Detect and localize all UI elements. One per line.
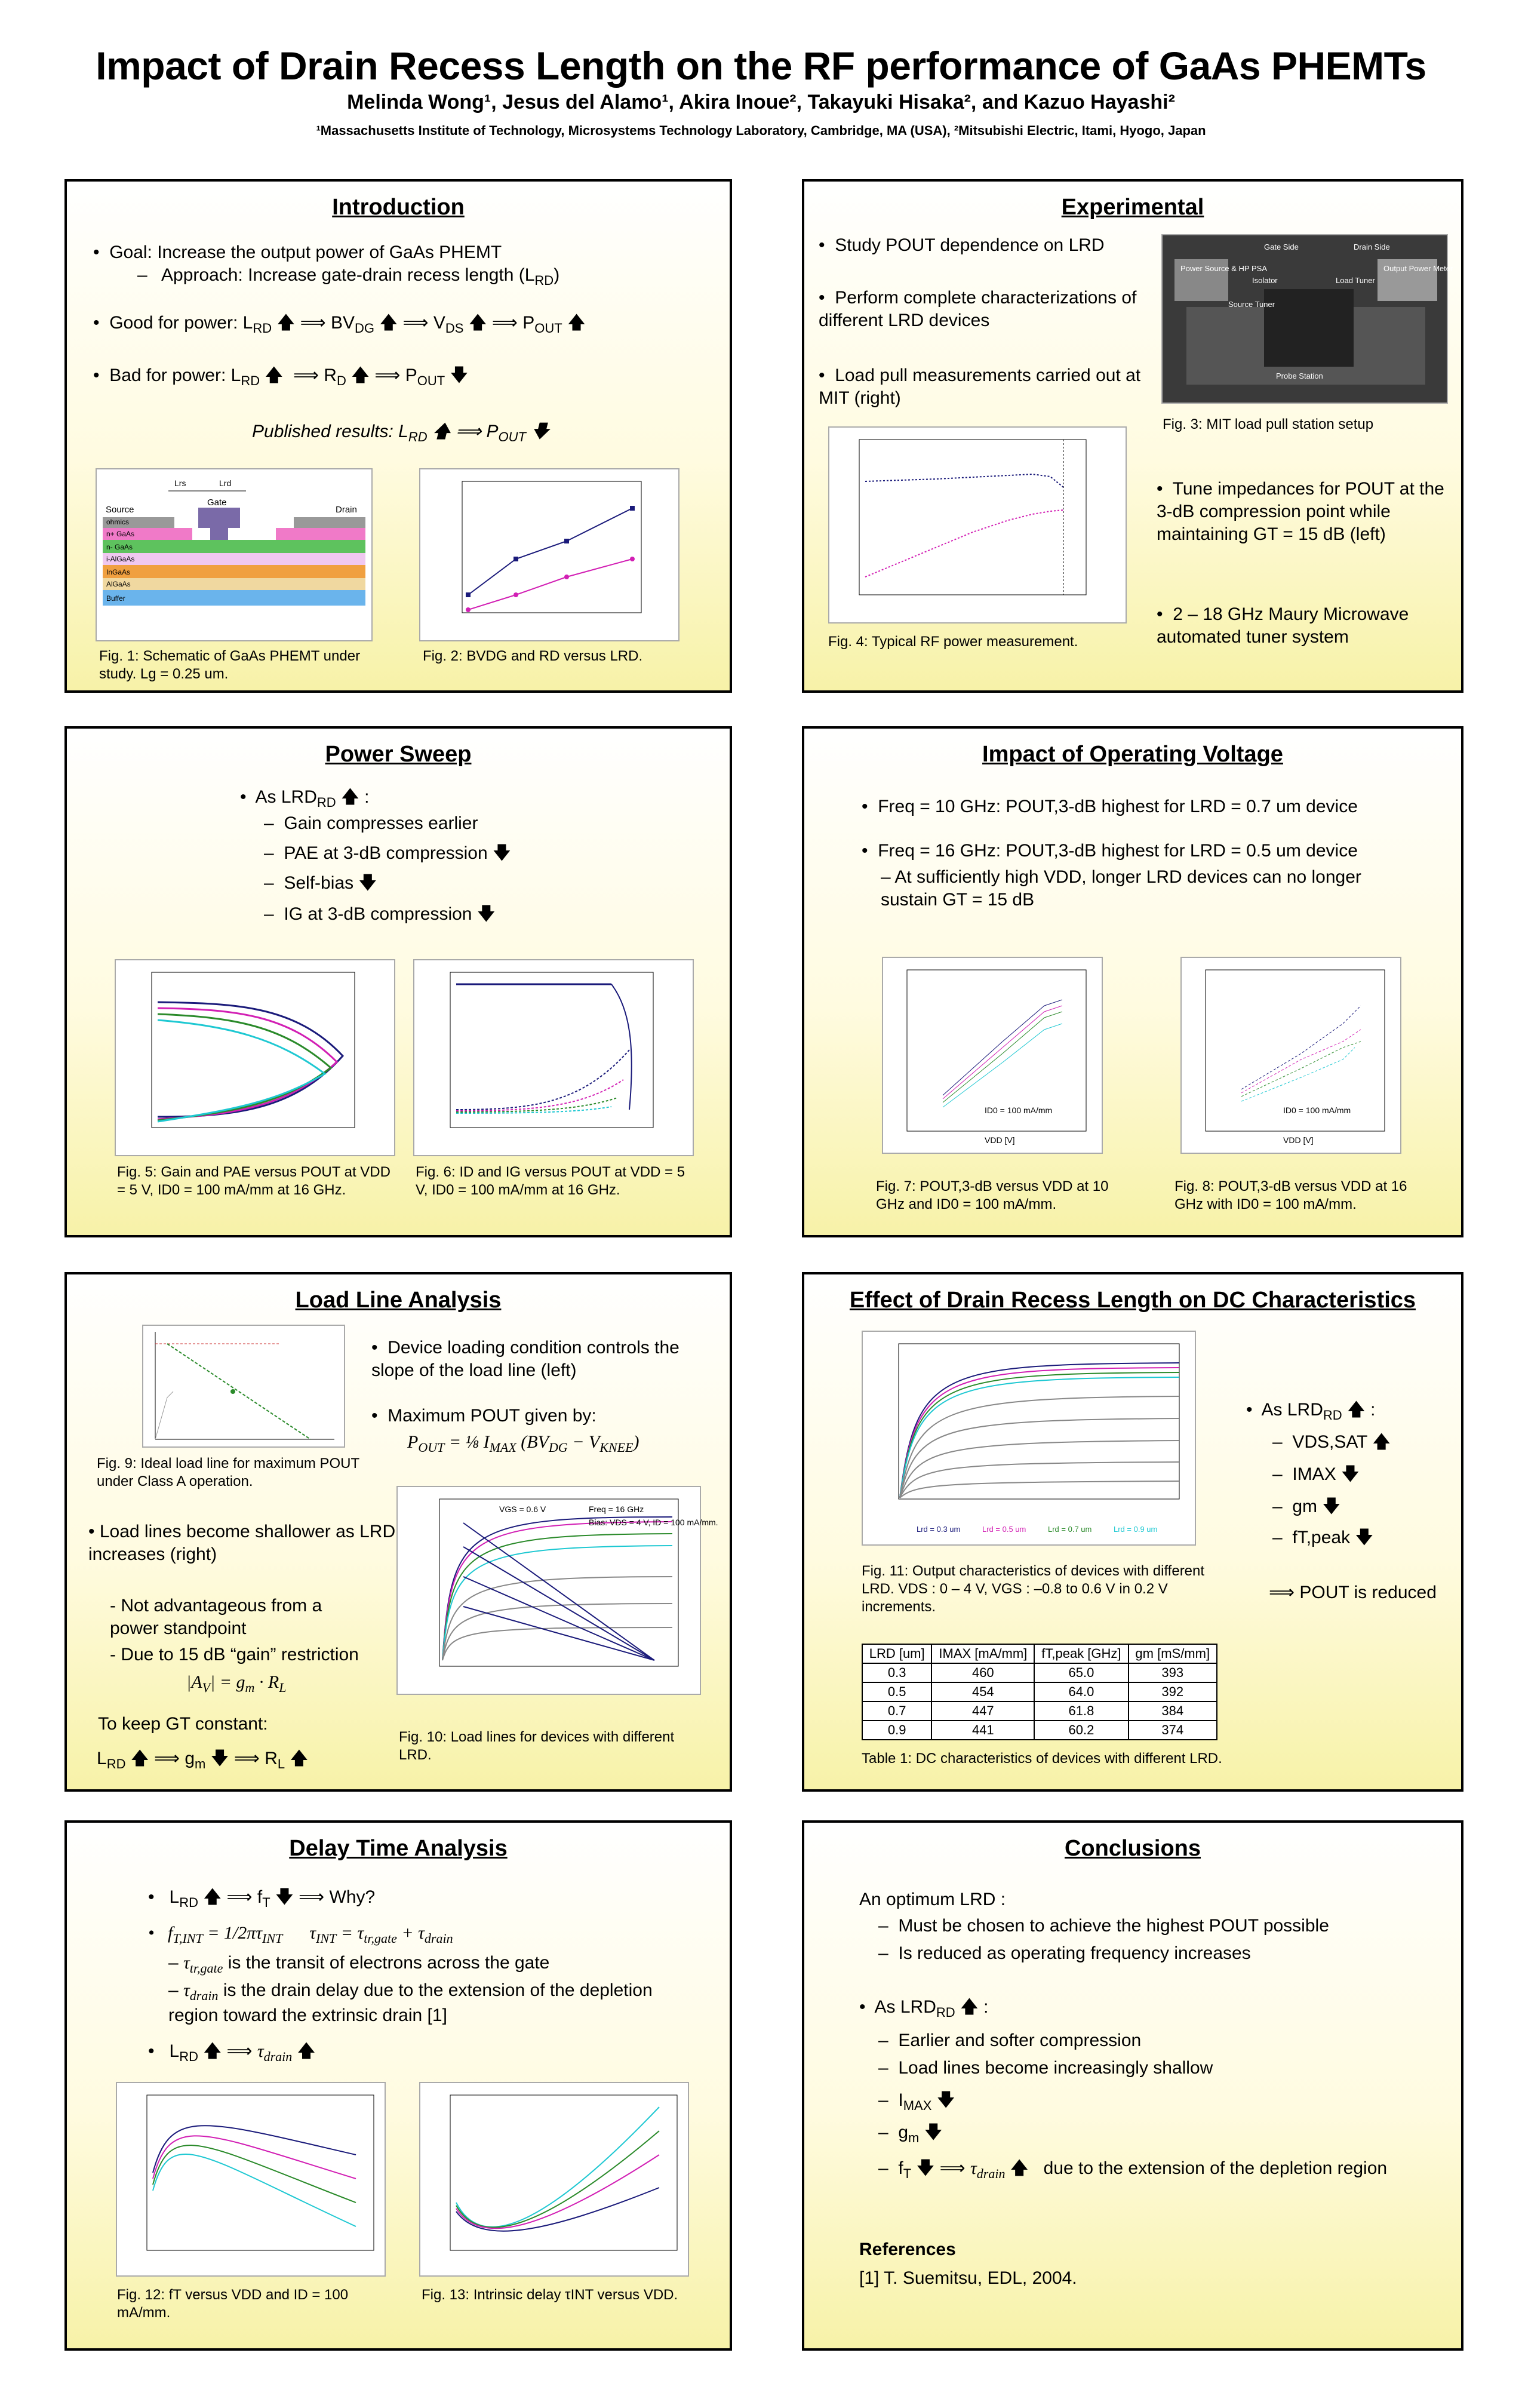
bullet: • Tune impedances for POUT at the 3-dB compression point while maintaining GT = 15 dB (left) (1157, 479, 1444, 544)
operating-voltage-panel (802, 726, 1463, 1237)
dc-characteristics-panel (802, 1272, 1463, 1792)
layer-label: AlGaAs (106, 580, 131, 588)
table-header: fT,peak [GHz] (1034, 1644, 1128, 1663)
fig10-vgs: VGS = 0.6 V (499, 1504, 546, 1514)
table-cell: 0.9 (862, 1721, 931, 1740)
table-cell: 441 (931, 1721, 1034, 1740)
gain-equation: $|A_V| = g_m \cdot R_L$ (186, 1672, 287, 1695)
table-row (862, 1701, 1217, 1721)
panel-title: Power Sweep (325, 742, 472, 767)
layer-label: InGaAs (106, 568, 131, 576)
fig10-freq: Freq = 16 GHz (589, 1504, 644, 1514)
sub-item: – $f_T$ 🡇 ⟹ $\tau_{drain}$ 🡅 due to the extension of the depletion region (878, 2158, 1388, 2181)
fig1-drain: Drain (336, 505, 357, 515)
sub-bullet: – Approach: Increase gate-drain recess length $(L_{RD})$ (137, 265, 560, 288)
pout-equation: $P_{OUT}$ = ⅛ $I_{MAX}$ $(BV_{DG} - V_{KNEE})$ (407, 1432, 639, 1455)
sub-item: – Load lines become increasingly shallow (878, 2058, 1213, 2078)
photo-label: Load Tuner (1336, 276, 1375, 285)
panel-title: Load Line Analysis (295, 1288, 502, 1313)
sub-item: – $g_m$ 🡇 (878, 2123, 943, 2145)
table-cell: 65.0 (1034, 1663, 1128, 1682)
sub-item: – fT,peak 🡇 (1272, 1528, 1374, 1547)
fig4-caption: Fig. 4: Typical RF power measurement. (828, 634, 1078, 650)
authors: Melinda Wong¹, Jesus del Alamo¹, Akira Inoue², Takayuki Hisaka², and Kazuo Hayashi² (347, 91, 1175, 113)
bullet: • As $LRD_{RD}$ 🡅 : (859, 1997, 989, 2020)
bullet: • Freq = 10 GHz: POUT,3-dB highest for LRD = 0.7 um device (862, 797, 1358, 816)
layer-label: n- GaAs (106, 543, 133, 551)
table-header: IMAX [mA/mm] (931, 1644, 1034, 1663)
reference-item: [1] T. Suemitsu, EDL, 2004. (859, 2268, 1077, 2288)
fig2-bvdg-rd-plot (419, 468, 679, 641)
dc-table (862, 1644, 1217, 1740)
fig6-id-ig-plot (413, 959, 694, 1156)
bullet: • $L_{RD}$ 🡅 ⟹ $f_T$ 🡇 ⟹ Why? (148, 1887, 376, 1910)
legend-label: Lrd = 0.7 um (1048, 1525, 1092, 1534)
bullet: • Bad for power: $L_{RD}$ 🡅 ⟹ $R_D$ 🡅 ⟹ $P_{OUT}$ 🡇 (93, 366, 469, 388)
photo-label: Isolator (1252, 276, 1278, 285)
sub-item: – Must be chosen to achieve the highest POUT possible (878, 1916, 1329, 1936)
table-cell: 0.3 (862, 1663, 931, 1682)
fig1-lrd: Lrd (219, 478, 232, 488)
table-cell: 384 (1129, 1701, 1217, 1721)
table-cell: 454 (931, 1682, 1034, 1701)
bullet: • Goal: Increase the output power of GaAs PHEMT (93, 242, 502, 262)
detail: - Due to 15 dB “gain” restriction (110, 1645, 359, 1664)
bullet: • Maximum POUT given by: (371, 1406, 596, 1426)
sub-item: – PAE at 3-dB compression 🡇 (264, 843, 511, 863)
bullet: • Freq = 16 GHz: POUT,3-dB highest for LRD = 0.5 um device (862, 841, 1358, 861)
table-cell: 0.7 (862, 1701, 931, 1721)
fig12-caption: Fig. 12: fT versus VDD and ID = 100 mA/mm. (117, 2287, 349, 2321)
table-cell: 392 (1129, 1682, 1217, 1701)
power-sweep-panel (64, 726, 732, 1237)
sub-item: – Earlier and softer compression (878, 2031, 1142, 2050)
table-cell: 460 (931, 1663, 1034, 1682)
fig10-load-lines-plot (396, 1486, 718, 1695)
fig9-load-line-diagram (142, 1325, 345, 1448)
bullet: An optimum LRD : (859, 1890, 1006, 1909)
table-row (862, 1682, 1217, 1701)
panel-title: Delay Time Analysis (289, 1836, 508, 1861)
layer-label: n+ GaAs (106, 530, 135, 538)
sub-item: – $I_{MAX}$ 🡇 (878, 2090, 955, 2113)
table-cell: 60.2 (1034, 1721, 1128, 1740)
fig7-pout-vdd-plot (882, 957, 1103, 1154)
fig10-bias: Bias: VDS = 4 V, ID = 100 mA/mm. (589, 1518, 718, 1527)
table-caption: Table 1: DC characteristics of devices with different LRD. (862, 1750, 1222, 1767)
experimental-panel (802, 179, 1463, 693)
photo-label: Output Power Meter (1383, 264, 1453, 273)
legend-label: Lrd = 0.5 um (982, 1525, 1026, 1534)
bullet: • $L_{RD}$ 🡅 ⟹ $\tau_{drain}$ 🡅 (148, 2041, 316, 2064)
fig8-inset: ID0 = 100 mA/mm (1283, 1105, 1351, 1115)
panel-title: Conclusions (1064, 1836, 1201, 1861)
panel-title: Impact of Operating Voltage (982, 742, 1283, 767)
fig10-caption: Fig. 10: Load lines for devices with different LRD. (399, 1729, 675, 1763)
load-line-panel (64, 1272, 732, 1792)
fig3-photo (1161, 234, 1453, 404)
fig1-schematic (96, 468, 373, 641)
sub-item: – Self-bias 🡇 (264, 873, 377, 893)
bullet: • Device loading condition controls the slope of the load line (left) (371, 1338, 679, 1380)
panel-title: Effect of Drain Recess Length on DC Characteristics (849, 1288, 1416, 1313)
photo-label: Drain Side (1354, 242, 1390, 251)
references-title: References (859, 2240, 956, 2259)
fig4-power-plot (828, 426, 1127, 624)
bullet: • Perform complete characterizations of different LRD devices (819, 288, 1137, 330)
table-row (862, 1663, 1217, 1682)
sub-item: – IG at 3-dB compression 🡇 (264, 904, 496, 924)
published-results: Published results: $L_{RD}$ 🡅 ⟹ $P_{OUT}$ 🡇 (252, 422, 550, 444)
fig8-pout-vdd-plot (1180, 957, 1401, 1154)
photo-label: Power Source & HP PSA (1180, 264, 1267, 273)
fig11-caption: Fig. 11: Output characteristics of devices with different LRD. VDS : 0 – 4 V, VGS : –0.8 to 0.6 V in 0.2 V increments. (862, 1563, 1205, 1615)
table-header: gm [mS/mm] (1129, 1644, 1217, 1663)
sub-item: – Gain compresses earlier (264, 813, 478, 833)
legend-label: Lrd = 0.9 um (1114, 1525, 1158, 1534)
layer-label: ohmics (106, 518, 130, 526)
photo-label: Probe Station (1276, 371, 1323, 380)
bullet: • 2 – 18 GHz Maury Microwave automated tuner system (1157, 604, 1409, 647)
conclusions-panel (802, 1820, 1463, 2351)
keep-gt: To keep GT constant: (98, 1714, 268, 1734)
fig5-gain-pae-plot (115, 959, 395, 1156)
poster-title: Impact of Drain Recess Length on the RF performance of GaAs PHEMTs (96, 44, 1426, 88)
bullet: • Load pull measurements carried out at MIT (right) (819, 366, 1141, 408)
delay-time-panel (64, 1820, 732, 2351)
table-header-row (862, 1644, 1217, 1663)
bullet: • As $LRD_{RD}$ 🡅 : (240, 787, 370, 810)
panel-title: Experimental (1061, 195, 1204, 220)
fig3-caption: Fig. 3: MIT load pull station setup (1163, 416, 1374, 432)
fig7-caption: Fig. 7: POUT,3-dB versus VDD at 10 GHz and ID0 = 100 mA/mm. (876, 1178, 1109, 1212)
layer-label: i-AlGaAs (106, 555, 135, 563)
fig1-gate: Gate (207, 497, 227, 508)
sub-item: – VDS,SAT 🡅 (1272, 1432, 1391, 1452)
lrd-relation: $L_{RD}$ 🡅 ⟹ $g_m$ 🡇 ⟹ $R_L$ 🡅 (97, 1749, 309, 1771)
fig1-caption: Fig. 1: Schematic of GaAs PHEMT under study. Lg = 0.25 um. (99, 648, 361, 682)
fig7-xlabel: VDD [V] (985, 1135, 1015, 1145)
panel-title: Introduction (332, 195, 465, 220)
bullet: • Load lines become shallower as LRD increases (right) (88, 1522, 396, 1564)
sub-bullet: – $\tau_{tr,gate}$ is the transit of electrons across the gate (168, 1953, 550, 1976)
table-row (862, 1721, 1217, 1740)
fig5-caption: Fig. 5: Gain and PAE versus POUT at VDD = 5 V, ID0 = 100 mA/mm at 16 GHz. (117, 1164, 391, 1198)
introduction-panel (64, 179, 732, 693)
fig6-caption: Fig. 6: ID and IG versus POUT at VDD = 5 V, ID0 = 100 mA/mm at 16 GHz. (416, 1164, 685, 1198)
bullet: • Study POUT dependence on LRD (819, 235, 1105, 255)
sub-bullet: – $\tau_{drain}$ is the drain delay due to the extension of the depletion region toward the extrinsic drain [1] (168, 1980, 653, 2025)
fig9-caption: Fig. 9: Ideal load line for maximum POUT under Class A operation. (97, 1455, 359, 1489)
delay-equation: • $f_{T,INT} = 1/2\pi\tau_{INT}$ $\tau_{INT} = \tau_{tr,gate} + \tau_{drain}$ (148, 1923, 453, 1946)
fig1-lrs: Lrs (174, 478, 186, 488)
fig8-caption: Fig. 8: POUT,3-dB versus VDD at 16 GHz with ID0 = 100 mA/mm. (1174, 1178, 1407, 1212)
fig2-caption: Fig. 2: BVDG and RD versus LRD. (423, 648, 643, 664)
table-header: LRD [um] (862, 1644, 931, 1663)
photo-label: Source Tuner (1228, 300, 1275, 309)
sub-item: – Is reduced as operating frequency increases (878, 1943, 1251, 1963)
fig11-output-characteristics-plot (862, 1331, 1196, 1546)
fig7-inset: ID0 = 100 mA/mm (985, 1105, 1053, 1115)
pout-reduced: ⟹ POUT is reduced (1269, 1583, 1437, 1602)
bullet: • As $LRD_{RD}$ 🡅 : (1246, 1400, 1376, 1423)
table-cell: 374 (1129, 1721, 1217, 1740)
table-cell: 393 (1129, 1663, 1217, 1682)
table-cell: 61.8 (1034, 1701, 1128, 1721)
fig13-caption: Fig. 13: Intrinsic delay τINT versus VDD. (422, 2287, 678, 2303)
fig13-intrinsic-delay-plot (419, 2082, 689, 2277)
layer-label: Buffer (106, 594, 125, 603)
table-cell: 64.0 (1034, 1682, 1128, 1701)
detail: - Not advantageous from a power standpoint (110, 1596, 322, 1638)
sub-bullet: – At sufficiently high VDD, longer LRD devices can no longer sustain GT = 15 dB (881, 867, 1361, 910)
affiliations: ¹Massachusetts Institute of Technology, Microsystems Technology Laboratory, Cambridge, MA (USA), ²Mitsubishi Electric, Itami, Hyogo, Japan (316, 123, 1206, 138)
table-cell: 447 (931, 1701, 1034, 1721)
sub-item: – IMAX 🡇 (1272, 1464, 1360, 1484)
photo-label: Gate Side (1264, 242, 1299, 251)
sub-item: – gm 🡇 (1272, 1497, 1341, 1516)
bullet: • Good for power: $L_{RD}$ 🡅 ⟹ $BV_{DG}$ 🡅 ⟹ $V_{DS}$ 🡅 ⟹ $P_{OUT}$ 🡅 (93, 313, 586, 336)
table-cell: 0.5 (862, 1682, 931, 1701)
fig8-xlabel: VDD [V] (1283, 1135, 1314, 1145)
fig12-ft-vdd-plot (116, 2082, 386, 2277)
legend-label: Lrd = 0.3 um (917, 1525, 961, 1534)
fig1-source: Source (106, 505, 134, 515)
